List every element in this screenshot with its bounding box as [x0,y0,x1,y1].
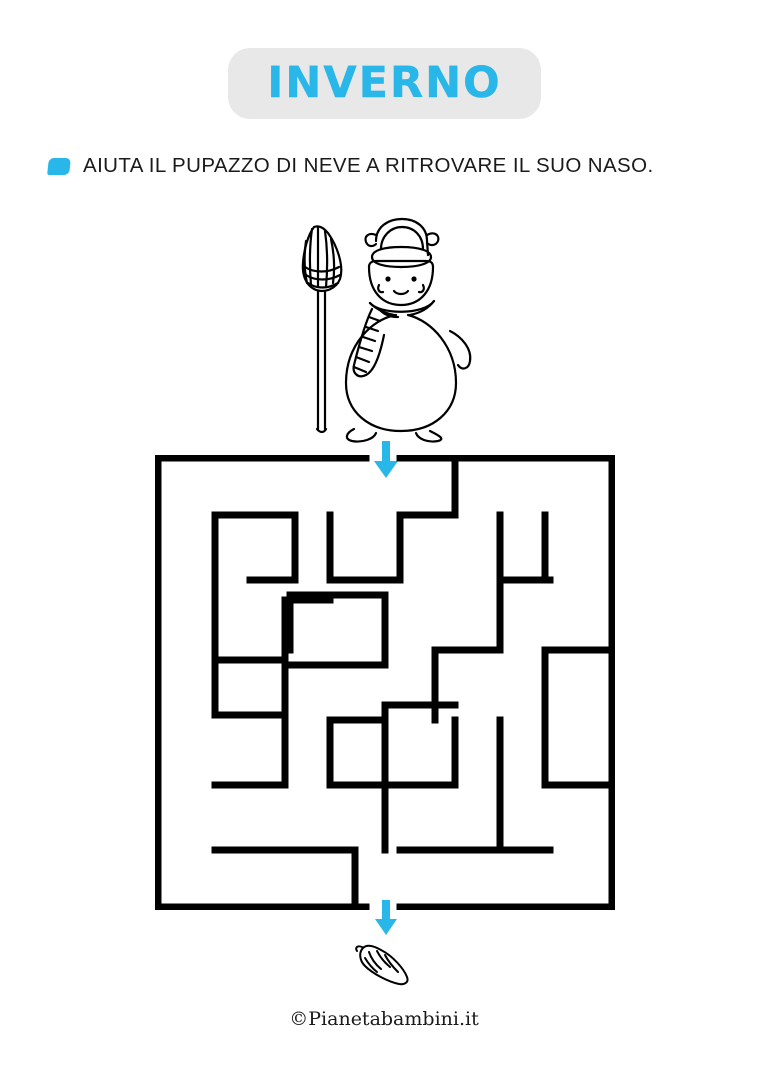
end-arrow-down-icon [373,900,399,936]
title-banner [228,48,541,119]
carrot-svg [355,942,421,990]
arrow-down-svg-2 [373,900,399,936]
instruction-text: AIUTA IL PUPAZZO DI NEVE A RITROVARE IL SUO NASO. [83,154,654,177]
broom-icon [303,226,341,432]
snowman-with-broom-illustration [284,205,504,445]
top-hat-icon [366,219,439,267]
page-title: INVERNO [267,58,502,108]
instruction-row [48,154,654,178]
footer [0,1008,768,1030]
snowman-body [346,315,470,442]
maze-svg [155,455,615,910]
snowman-svg [284,205,504,445]
maze-puzzle [155,455,615,910]
carrot-nose-illustration [355,942,421,990]
footer-credit: ©Pianetabambini.it [289,1008,479,1030]
rounded-square-bullet-icon [47,158,71,175]
striped-scarf-icon [354,301,434,376]
